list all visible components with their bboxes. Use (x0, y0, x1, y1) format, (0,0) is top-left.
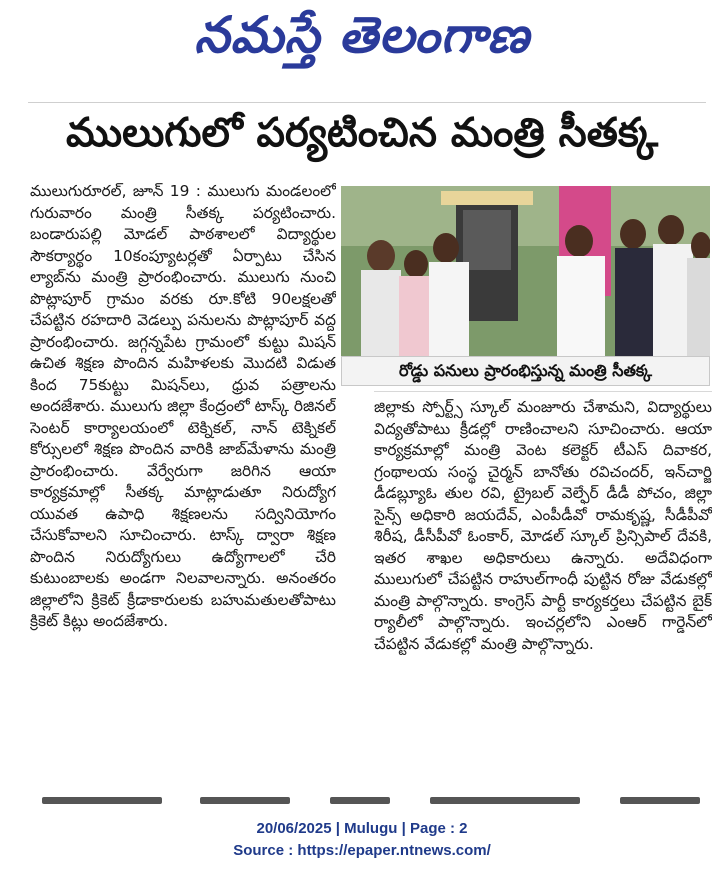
masthead (0, 0, 724, 100)
footer-edition-line (0, 820, 724, 837)
article-photo (341, 186, 710, 356)
article-headline: ములుగులో పర్యటించిన మంత్రి సీతక్క (65, 110, 659, 156)
footer-separator-2: | (397, 820, 410, 837)
masthead-title: నమస్తే తెలంగాణ (194, 6, 530, 64)
footer-source-line (0, 842, 724, 859)
photo-caption: రోడ్డు పనులు ప్రారంభిస్తున్న మంత్రి సీతక్క (341, 356, 710, 386)
footer-date: 20/06/2025 (256, 820, 332, 837)
footer-separator: | (331, 820, 345, 837)
footer-location: Mulugu (344, 820, 398, 837)
footer-page: Page : 2 (409, 820, 468, 837)
masthead-divider (28, 102, 706, 103)
article-body-left-column: ములుగురూరల్, జూన్ 19 : ములుగు మండలంలో గురువారం మంత్రి సీతక్క పర్యటించారు. బండారుపల్లి మోడల్ పాఠశాలలో విద్యార్థుల సౌకర్యార్థం 10కంప్యూటర్లతో ఏర్పాటు చేసిన ల్యాబ్‌ను మంత్రి ప్రారంభించారు. ములుగు నుంచి పొట్లాపూర్ గ్రామం వరకు రూ.కోటి 90లక్షలతో చేపట్టిన రహదారి వెడల్పు పనులను పొట్లాపూర్ వద్ద ప్రారంభించారు. జగ్గన్నపేట గ్రామంలో కుట్టు మిషన్ ఉచిత శిక్షణ పొందిన మహిళలకు మొదటి విడుత కింద 75కుట్టు మిషన్‌లు, ధ్రువ పత్రాలను అందజేశారు. ములుగు జిల్లా కేంద్రంలో టాస్క్ రిజినల్ సెంటర్ కార్యాలయంలో టెక్నికల్, నాన్ టెక్నికల్ కోర్సులలో శిక్షణ పొందిన వారికి జాబ్‌మేళాను మంత్రి ప్రారంభించారు. వేర్వేరుగా జరిగిన ఆయా కార్యక్రమాల్లో సీతక్క మాట్లాడుతూ నిరుద్యోగ యువత ఉపాధి శిక్షణలను సద్వినియోగం చేసుకోవాలని సూచించారు. టాస్క్ ద్వారా శిక్షణ పొందిన నిరుద్యోగులు ఉద్యోగాలలో చేరి కుటుంబాలకు అండగా నిలవాలన్నారు. అనంతరం జిల్లాలోని క్రికెట్ క్రీడాకారులకు బహుమతులతోపాటు క్రికెట్ కిట్లు అందజేశారు. (30, 182, 336, 630)
photo-illustration (341, 186, 710, 356)
article-body-right-column: జిల్లాకు స్పోర్ట్స్ స్కూల్ మంజూరు చేశామని, విద్యార్థులు విద్యతోపాటు క్రీడల్లో రాణించాలని సూచించారు. ఆయా కార్యక్రమాల్లో మంత్రి వెంట కలెక్టర్ టీఎస్ దివాకర, గ్రంథాలయ సంస్థ చైర్మన్ బానోతు రవిచందర్, ఇన్‌చార్జి డీడబ్ల్యూఓ తుల రవి, ట్రైబల్ వెల్ఫేర్ డీడీ పోచం, జిల్లా సైన్స్ అధికారి జయదేవ్, ఎంపీడీవో రామకృష్ణ, సీడీపీవో శిరీష, డీసీపీవో ఓంకార్, మోడల్ స్కూల్ ప్రిన్సిపాల్ దేవకి, ఇతర శాఖల అధికారులు ఉన్నారు. అదేవిధంగా ములుగులో చేపట్టిన రాహుల్‌గాంధీ పుట్టిన రోజు వేడుకల్లో మంత్రి పాల్గొన్నారు. కాంగ్రెస్ పార్టీ కార్యకర్తలు చేపట్టిన బైక్ ర్యాలీలో పాల్గొన్నారు. ఇంచర్లలోని ఎంఆర్ గార్డెన్‌లో చేపట్టిన వేడుకల్లో మంత్రి పాల్గొన్నారు. (374, 398, 712, 653)
caption-divider (374, 391, 712, 392)
footer-source: Source : https://epaper.ntnews.com/ (233, 842, 491, 859)
next-article-cutoff (30, 797, 712, 809)
